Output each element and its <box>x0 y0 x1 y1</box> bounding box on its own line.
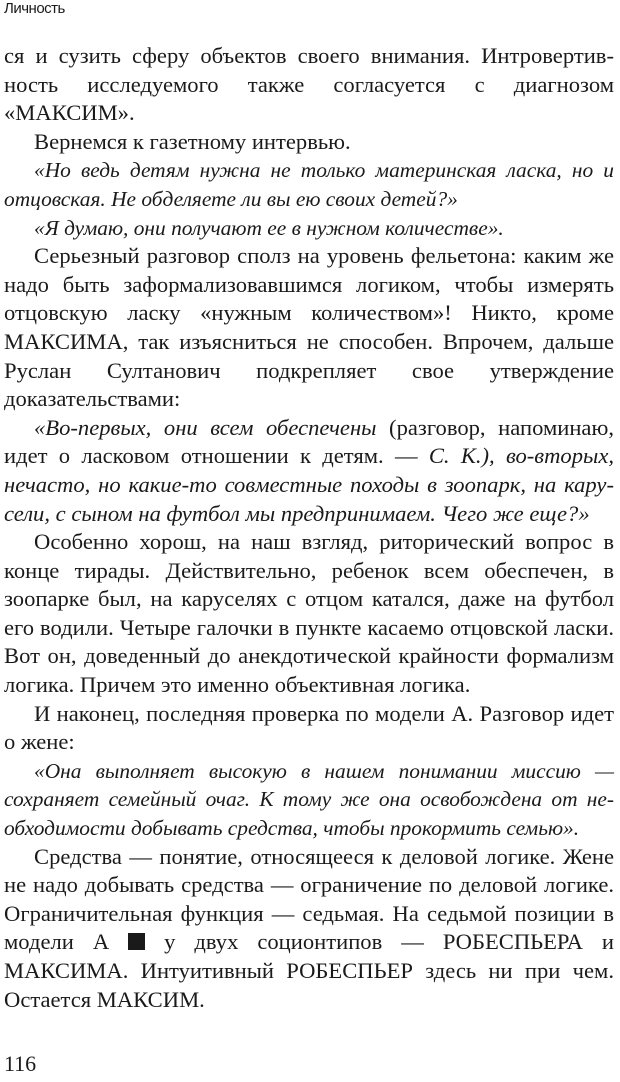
conclusion-part2: у двух соционтипов — РОБЕСПЬЕРА и МАКСИМА. Интуитивный РОБЕСПЬЕР здесь ни при чем. Остается МАКСИМ. <box>4 929 614 1012</box>
paragraph-rhetorical-question: Особенно хорош, на наш взгляд, риторический вопрос в конце тирады. Действительно, ребенок всем обеспечен, в зоопарке был, на каруселях с отцом катался, даже на футбол его водили. Четыре галочки в пункте касаемо отцовской ласки. Вот он, доведенный до анекдотической крайности формализм логика. Причем это именно объективная логика. <box>4 529 614 698</box>
quote-evidence <box>4 414 614 528</box>
paragraph-conclusion <box>4 843 614 1015</box>
quote-answer: «Я думаю, они получают ее в нужном количестве». <box>34 215 504 240</box>
quote-evidence-part2: С. К.), во-вторых, нечасто, но какие-то совместные походы в зоопарк, на карусели, с сыном на футбол мы предпринимаем. Чего же еще?» <box>4 443 614 526</box>
quote-evidence-part1: «Во-первых, они всем обеспечены <box>34 414 377 440</box>
black-square-icon <box>128 933 145 950</box>
conclusion-part1: Средства — понятие, относящееся к деловой логике. Жене не надо добывать средства — ограничение по деловой логике. Ограничительная функция — седьмая. На седьмой позиции в модели А <box>4 843 614 955</box>
paragraph-feuilleton: Серьезный разговор сполз на уровень фельетона: каким же надо быть заформализовавшимся логиком, чтобы измерять отцовскую ласку «нужным количеством»! Никто, кроме МАКСИМА, так изъясниться не способен. Впрочем, дальше Руслан Султанович подкрепляет свое утверждение доказательствами: <box>4 243 614 412</box>
quote-evidence-remark: (разговор, напоминаю, идет о ласковом отношении к детям. — <box>4 414 614 469</box>
quote-wife: «Она выполняет высокую в нашем понимании миссию — сохраняет семейный очаг. К тому же она освобождена от необходимости добывать средства, чтобы прокормить семью». <box>4 758 614 841</box>
running-header: Личность <box>4 0 65 17</box>
paragraph-last-check: И наконец, последняя проверка по модели А. Разговор идет о жене: <box>4 700 614 755</box>
page-number: 116 <box>4 1051 37 1076</box>
body-text <box>4 42 614 1014</box>
paragraph-continuation: ся и сузить сферу объектов своего внимания. Интровертивность исследуемого также согласуется с диагнозом «МАКСИМ». <box>4 43 614 126</box>
paragraph-return-to-interview: Вернемся к газетному интервью. <box>34 128 351 154</box>
quote-question: «Но ведь детям нужна не только материнская ласка, но и отцовская. Не обделяете ли вы ею своих детей?» <box>4 158 614 211</box>
